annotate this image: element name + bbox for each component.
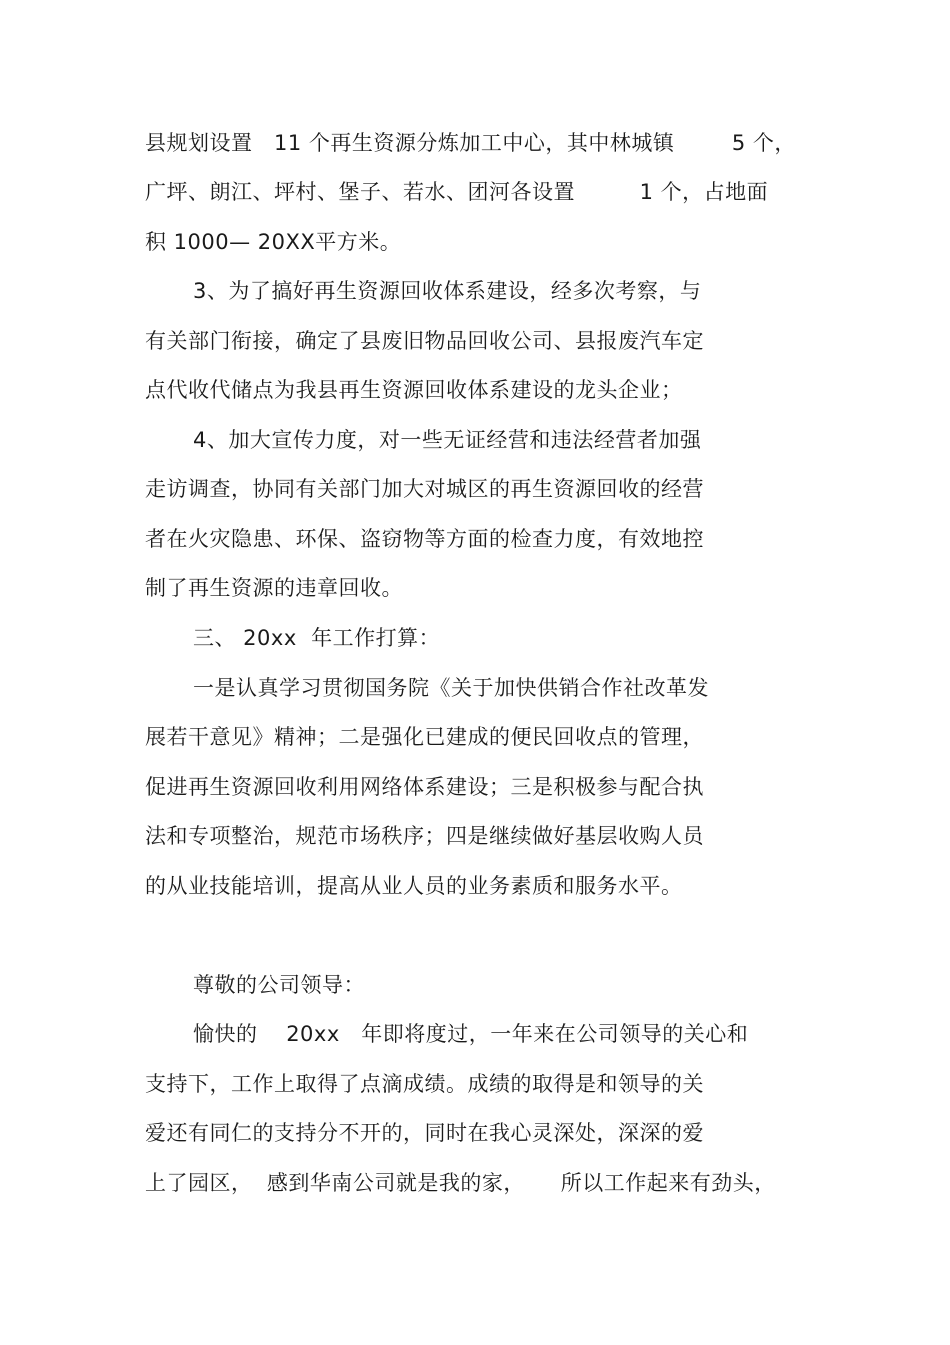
salutation: 尊敬的公司领导： <box>193 973 365 997</box>
text-line: 促进再生资源回收利用网络体系建设；三是积极参与配合执 <box>145 775 704 799</box>
paragraph-start-line: 4、加大宣传力度，对一些无证经营和违法经营者加强 <box>193 428 702 452</box>
text-line: 制了再生资源的违章回收。 <box>145 576 403 600</box>
text-line: 点代收代储点为我县再生资源回收体系建设的龙头企业； <box>145 378 683 402</box>
text-line: 爱还有同仁的支持分不开的，同时在我心灵深处，深深的爱 <box>145 1121 704 1145</box>
text-line: 县规划设置 11 个再生资源分炼加工中心，其中林城镇 5 个， <box>145 131 796 155</box>
text-line: 广坪、朗江、坪村、堡子、若水、团河各设置 1 个，占地面 <box>145 180 769 204</box>
text-line: 有关部门衔接，确定了县废旧物品回收公司、县报废汽车定 <box>145 329 704 353</box>
text-line: 法和专项整治，规范市场秩序；四是继续做好基层收购人员 <box>145 824 704 848</box>
text-line: 者在火灾隐患、环保、盗窃物等方面的检查力度，有效地控 <box>145 527 704 551</box>
paragraph-start-line: 愉快的 20xx 年即将度过，一年来在公司领导的关心和 <box>193 1022 749 1046</box>
text-line: 展若干意见》精神；二是强化已建成的便民回收点的管理， <box>145 725 704 749</box>
text-line: 积 1000— 20XX平方米。 <box>145 230 402 254</box>
paragraph-start-line: 3、为了搞好再生资源回收体系建设，经多次考察，与 <box>193 279 702 303</box>
text-line: 支持下，工作上取得了点滴成绩。成绩的取得是和领导的关 <box>145 1072 704 1096</box>
text-line: 上了园区， 感到华南公司就是我的家， 所以工作起来有劲头， <box>145 1171 776 1195</box>
text-line: 走访调查，协同有关部门加大对城区的再生资源回收的经营 <box>145 477 704 501</box>
text-line: 的从业技能培训，提高从业人员的业务素质和服务水平。 <box>145 874 683 898</box>
paragraph-start-line: 一是认真学习贯彻国务院《关于加快供销合作社改革发 <box>193 676 709 700</box>
section-heading: 三、 20xx 年工作打算： <box>193 626 441 650</box>
